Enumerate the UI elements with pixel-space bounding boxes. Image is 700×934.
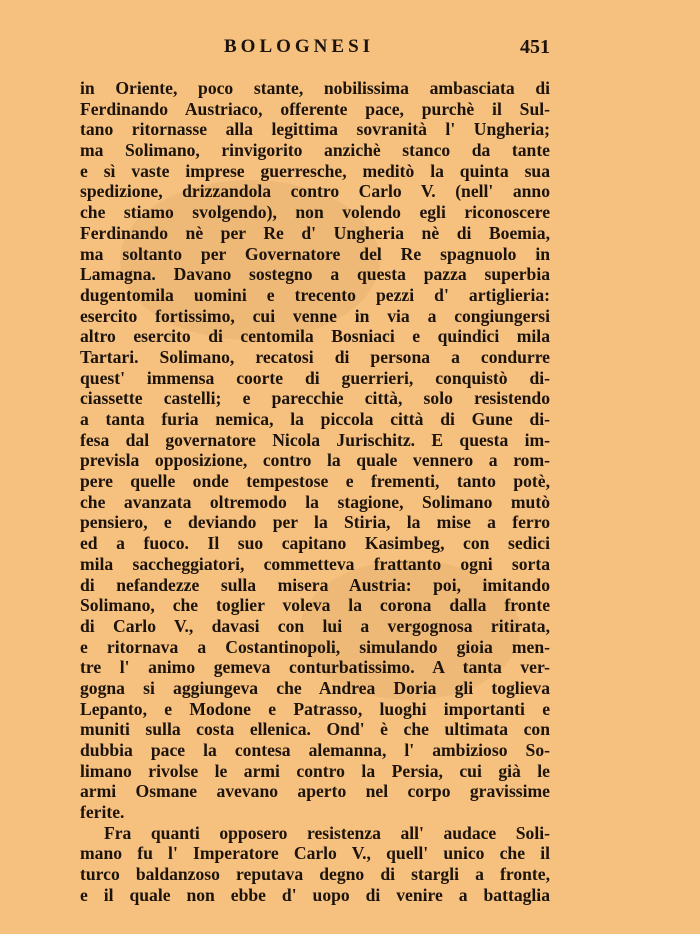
- text-line: fesa dal governatore Nicola Jurischitz. E questa im-: [80, 429, 550, 450]
- text-line: ed a fuoco. Il suo capitano Kasimbeg, con sedici: [80, 533, 550, 554]
- page-number: 451: [520, 36, 550, 58]
- text-line: che avanzata oltremodo la stagione, Solimano mutò: [80, 491, 550, 512]
- text-line: ma soltanto per Governatore del Re spagnuolo in: [80, 243, 550, 264]
- text-line: spedizione, drizzandola contro Carlo V. (nell' anno: [80, 181, 550, 202]
- text-line: in Oriente, poco stante, nobilissima ambasciata di: [80, 78, 550, 98]
- text-line: mano fu l' Imperatore Carlo V., quell' unico che il: [80, 843, 550, 864]
- text-line: a tanta furia nemica, la piccola città di Gune di-: [80, 409, 550, 429]
- text-line: pere quelle onde tempestose e frementi, tanto potè,: [80, 471, 550, 492]
- text-line: limano rivolse le armi contro la Persia, cui già le: [80, 760, 550, 781]
- text-line: Ferdinando Austriaco, offerente pace, purchè il Sul-: [80, 98, 550, 119]
- text-line: che stiamo svolgendo), non volendo egli riconoscere: [80, 202, 550, 223]
- text-line: Lamagna. Davano sostegno a questa pazza superbia: [80, 264, 550, 285]
- text-line: tre l' animo gemeva conturbatissimo. A tanta ver-: [80, 657, 550, 678]
- text-line: e il quale non ebbe d' uopo di venire a battaglia: [80, 884, 550, 905]
- running-title: BOLOGNESI: [224, 36, 375, 57]
- text-line: e ritornava a Costantinopoli, simulando gioia men-: [80, 636, 550, 657]
- text-line: gogna si aggiungeva che Andrea Doria gli toglieva: [80, 677, 550, 698]
- text-line: Fra quanti opposero resistenza all' audace Soli-: [104, 822, 550, 843]
- text-line: di Carlo V., davasi con lui a vergognosa ritirata,: [80, 615, 550, 636]
- text-line: e sì vaste imprese guerresche, meditò la quinta sua: [80, 160, 550, 181]
- text-line: ferite.: [80, 802, 125, 823]
- running-head: [80, 36, 550, 62]
- text-line: previsla opposizione, contro la quale vennero a rom-: [80, 450, 550, 471]
- text-line: altro esercito di centomila Bosniaci e quindici mila: [80, 326, 550, 347]
- text-line: dubbia pace la contesa alemanna, l' ambizioso So-: [80, 740, 550, 760]
- text-line: quest' immensa coorte di guerrieri, conquistò di-: [80, 367, 550, 388]
- text-line: esercito fortissimo, cui venne in via a congiungersi: [80, 305, 550, 326]
- body-text: [80, 78, 550, 906]
- text-line: armi Osmane avevano aperto nel corpo gravissime: [80, 781, 550, 802]
- text-line: Solimano, che toglier voleva la corona dalla fronte: [80, 595, 550, 616]
- text-line: pensiero, e deviando per la Stiria, la mise a ferro: [80, 512, 550, 533]
- text-line: turco baldanzoso reputava degno di stargli a fronte,: [80, 864, 550, 885]
- text-line: dugentomila uomini e trecento pezzi d' artiglieria:: [80, 284, 550, 305]
- text-line: Lepanto, e Modone e Patrasso, luoghi importanti e: [80, 698, 550, 719]
- text-line: muniti sulla costa ellenica. Ond' è che ultimata con: [80, 719, 550, 740]
- text-line: Ferdinando nè per Re d' Ungheria nè di Boemia,: [80, 222, 550, 243]
- text-line: ma Solimano, rinvigorito anzichè stanco da tante: [80, 140, 550, 161]
- text-line: tano ritornasse alla legittima sovranità l' Ungheria;: [80, 119, 550, 140]
- text-line: Tartari. Solimano, recatosi di persona a condurre: [80, 346, 550, 367]
- text-line: di nefandezze sulla misera Austria: poi, imitando: [80, 574, 550, 595]
- text-line: ciassette castelli; e parecchie città, solo resistendo: [80, 388, 550, 409]
- text-line: mila saccheggiatori, commetteva frattanto ogni sorta: [80, 553, 550, 574]
